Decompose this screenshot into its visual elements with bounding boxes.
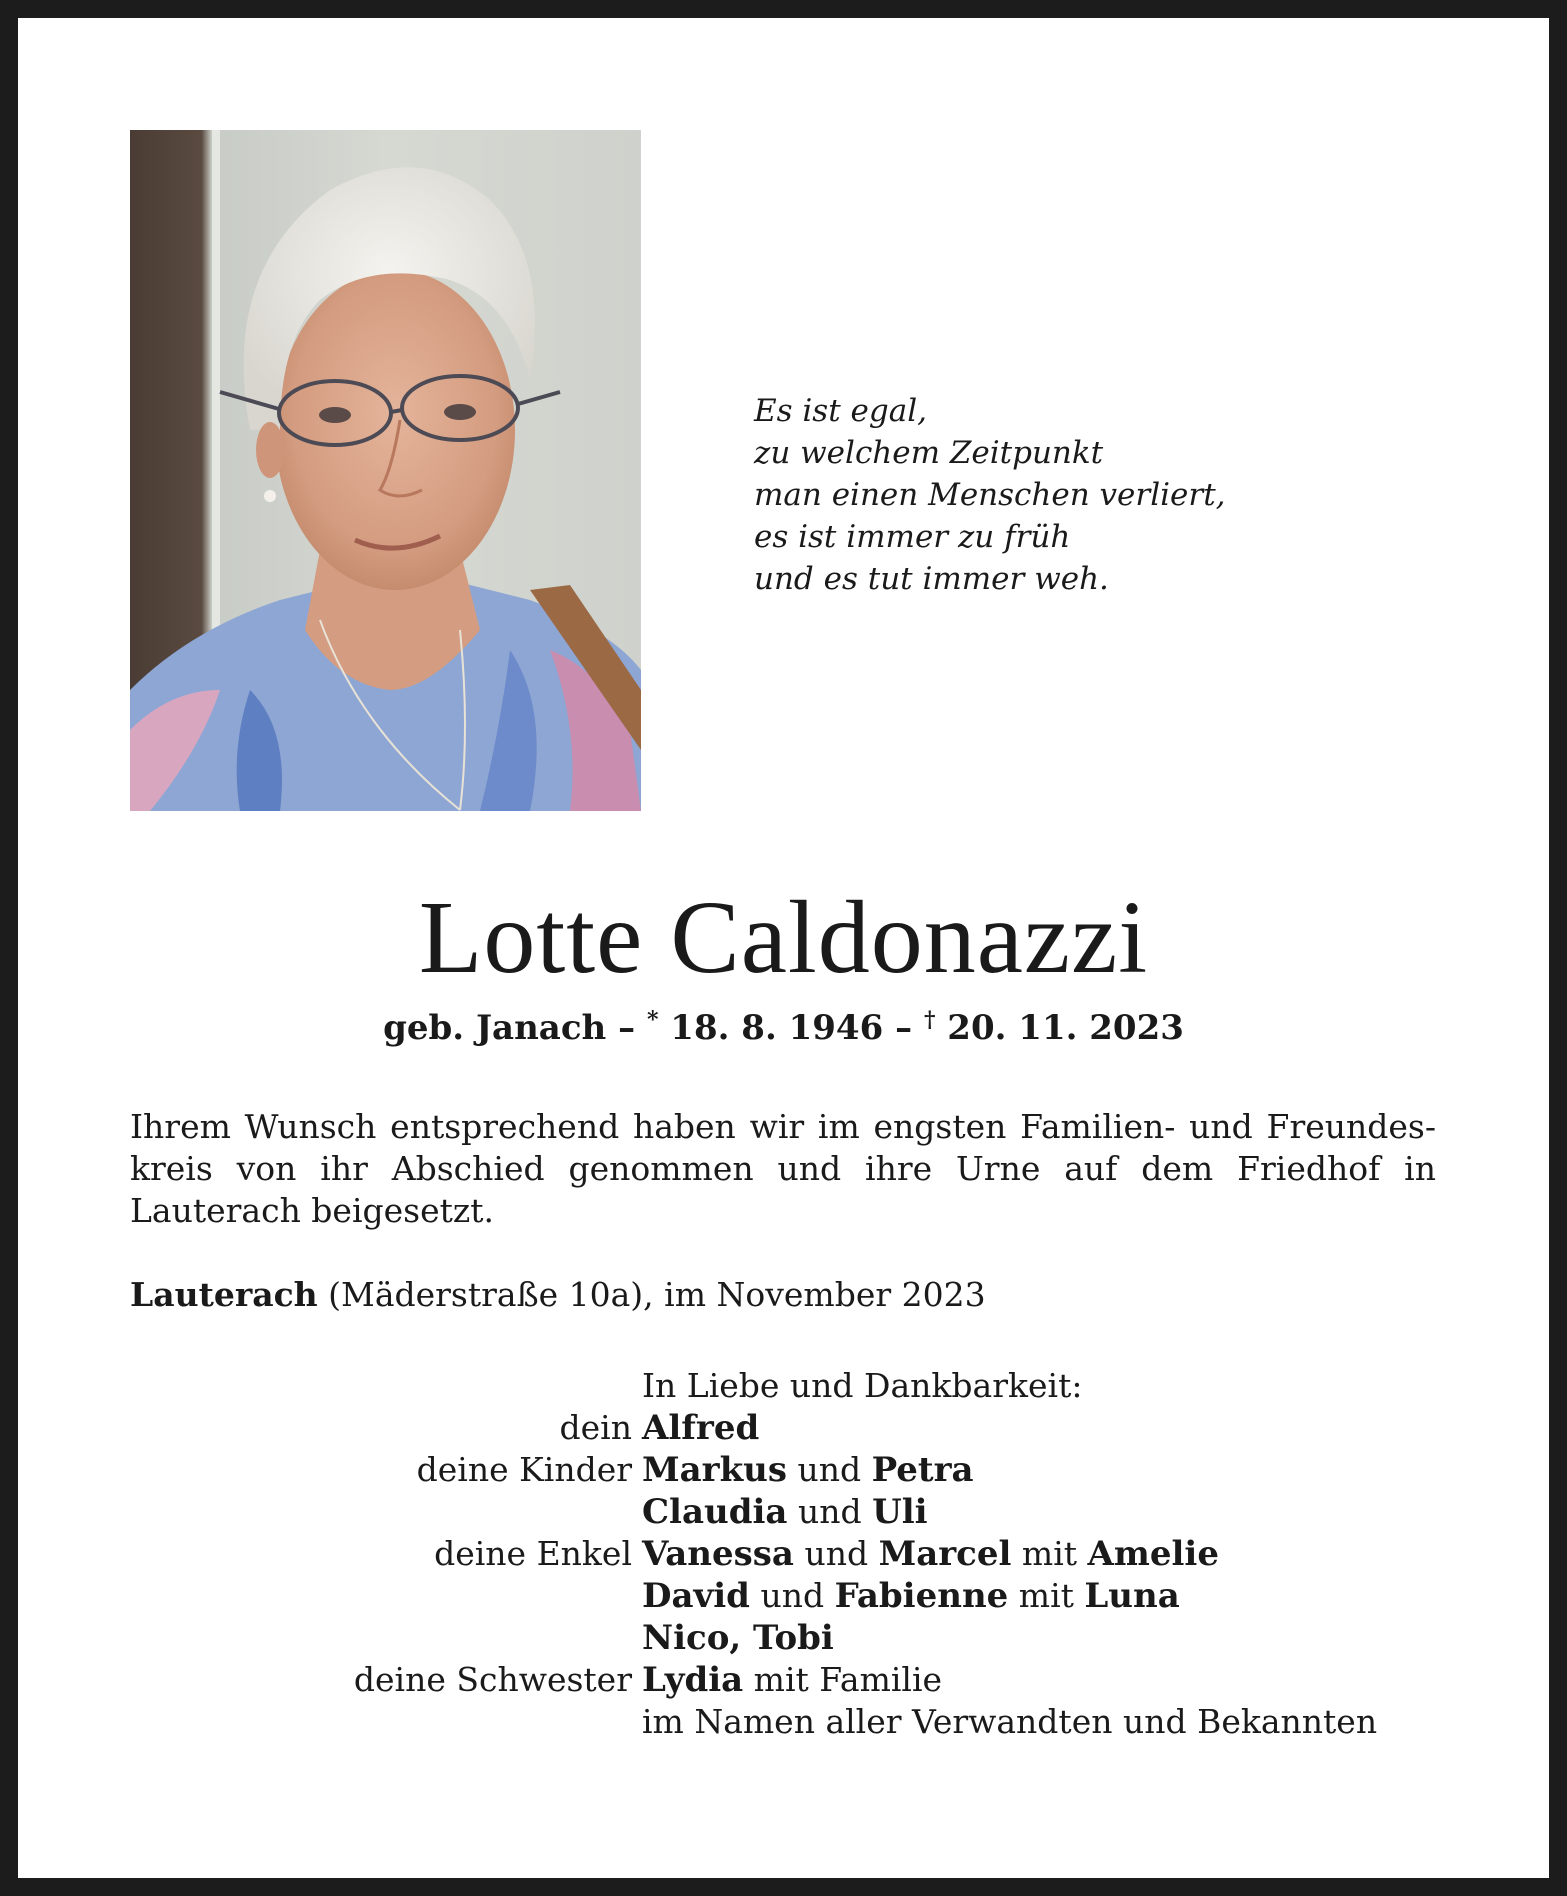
mourner-names — [642, 1449, 974, 1491]
mourner-name: Alfred — [642, 1408, 760, 1448]
mourner-relation: deine Enkel — [434, 1534, 632, 1573]
quote-line: man einen Menschen verliert, — [754, 477, 1226, 513]
mourner-row — [130, 1575, 1470, 1617]
mourner-row — [130, 1701, 1470, 1743]
mourner-row — [130, 1659, 1470, 1701]
mourner-names — [642, 1491, 928, 1533]
town-name: Lauterach — [130, 1275, 318, 1314]
mourner-relation — [130, 1575, 642, 1617]
mourner-connector: und — [787, 1492, 873, 1531]
poem-quote — [754, 390, 1226, 600]
mourner-name: Uli — [872, 1492, 928, 1532]
mourner-name: Markus — [642, 1450, 787, 1490]
mourner-connector: mit — [1011, 1534, 1088, 1573]
mourner-connector: mit — [1008, 1576, 1085, 1615]
mourner-row — [130, 1449, 1470, 1491]
mourner-connector: und — [787, 1450, 872, 1489]
mourner-name: Petra — [871, 1450, 974, 1490]
death-symbol: † — [923, 1007, 936, 1033]
mourner-name: Luna — [1084, 1576, 1180, 1616]
signoff-text: In Liebe und Dankbarkeit: — [642, 1366, 1083, 1405]
birth-date: 18. 8. 1946 — [670, 1008, 884, 1048]
birth-name: geb. Janach — [383, 1008, 607, 1048]
mourner-names — [642, 1617, 834, 1659]
mourner-names — [642, 1407, 759, 1449]
mourner-relation: dein — [559, 1408, 632, 1447]
quote-line: zu welchem Zeitpunkt — [754, 435, 1104, 471]
mourner-names — [642, 1575, 1180, 1617]
announcement-line: kreis von ihr Abschied genommen und ihre Urne auf dem Friedhof in — [130, 1149, 1436, 1188]
obituary-page — [18, 18, 1549, 1878]
mourner-names — [642, 1533, 1219, 1575]
death-date: 20. 11. 2023 — [947, 1008, 1184, 1048]
mourner-name: Claudia — [642, 1492, 788, 1532]
portrait-photo — [130, 130, 641, 811]
deceased-name: Lotte Caldonazzi — [418, 880, 1149, 995]
mourner-relation: deine Schwester — [353, 1660, 632, 1699]
mourner-relation — [130, 1617, 642, 1659]
mourner-connector: mit Familie — [743, 1660, 943, 1699]
mourner-name: Fabienne — [834, 1576, 1009, 1616]
mourner-relation: deine Kinder — [416, 1450, 632, 1489]
mourner-name: Lydia — [642, 1660, 744, 1700]
date-separator: – — [883, 1008, 924, 1048]
place-and-date — [130, 1274, 986, 1316]
mourner-names — [642, 1701, 1377, 1743]
date-separator: – — [606, 1008, 647, 1048]
mourners-list — [130, 1407, 1470, 1743]
announcement-line: Lauterach beigesetzt. — [130, 1191, 495, 1230]
mourner-relation — [130, 1491, 642, 1533]
announcement-line: Ihrem Wunsch entsprechend haben wir im engsten Familien- und Freundes- — [130, 1107, 1436, 1146]
mourner-connector: im Namen aller Verwandten und Bekannten — [642, 1702, 1378, 1741]
mourner-name: Amelie — [1087, 1534, 1219, 1574]
quote-line: und es tut immer weh. — [754, 561, 1109, 597]
mourner-row — [130, 1491, 1470, 1533]
mourner-row — [130, 1533, 1470, 1575]
birth-symbol: * — [646, 1007, 659, 1033]
mourner-name: Marcel — [878, 1534, 1012, 1574]
mourner-name: David — [642, 1576, 750, 1616]
mourner-connector: und — [749, 1576, 835, 1615]
mourner-name: Vanessa — [642, 1534, 794, 1574]
announcement-text — [130, 1106, 1436, 1232]
quote-line: Es ist egal, — [754, 393, 927, 429]
mourner-row — [130, 1407, 1470, 1449]
mourner-names — [642, 1659, 942, 1701]
address-and-month: (Mäderstraße 10a), im November 2023 — [317, 1275, 986, 1314]
mourner-name: Nico, Tobi — [642, 1618, 834, 1658]
quote-line: es ist immer zu früh — [754, 519, 1071, 555]
mourner-row — [130, 1617, 1470, 1659]
life-dates — [18, 1006, 1549, 1050]
mourner-connector: und — [793, 1534, 879, 1573]
mourner-relation — [130, 1701, 642, 1743]
portrait-image — [130, 130, 641, 811]
